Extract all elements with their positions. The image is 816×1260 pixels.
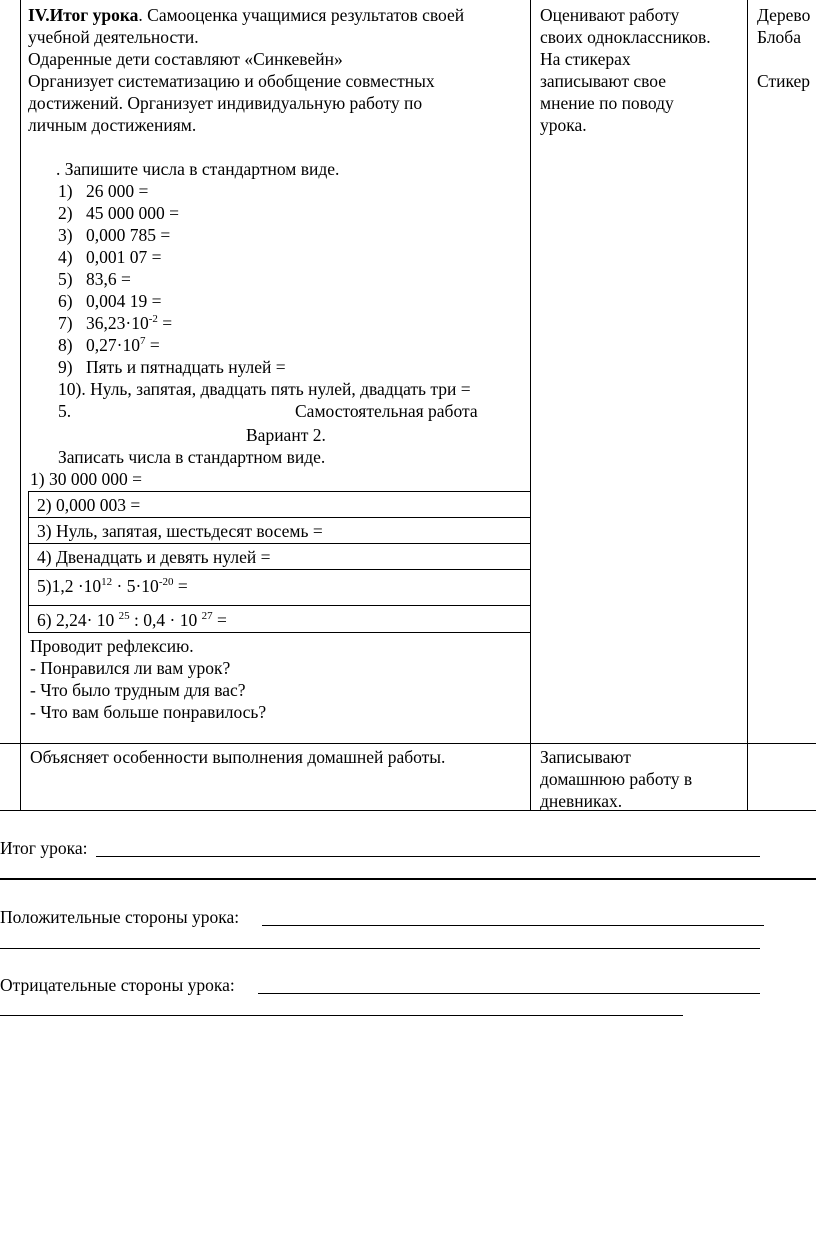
resources-cell: Дерево Блоба Стикер [757, 5, 811, 91]
heading-continuation: учебной деятельности. [28, 27, 199, 47]
reflection-title: Проводит рефлексию. [30, 636, 194, 656]
subtable-line [28, 569, 530, 570]
table-border-left [20, 0, 21, 810]
list-item: 1) 26 000 = [58, 181, 149, 201]
homework-teacher-cell: Объясняет особенности выполнения домашней работы. [30, 747, 446, 767]
personal-achievements-text: личным достижениям. [28, 115, 197, 135]
table-divider-col2 [530, 0, 531, 810]
subtask-2: 2) 0,000 003 = [37, 495, 141, 515]
positive-blank-line [262, 925, 764, 926]
section-heading-bold: IV.Итог урока [28, 5, 139, 25]
gifted-children-text: Одаренные дети составляют «Синкевейн» [28, 49, 343, 69]
list-item: 8) $0,27\cdot 10^7$ = [58, 335, 160, 355]
list-item: 3) 0,000 785 = [58, 225, 171, 245]
subtask-5: $5)1,2 \cdot 10^{12} \cdot 5\cdot 10^{-20}$ = [37, 576, 188, 596]
list-item: 9) Пять и пятнадцать нулей = [58, 357, 286, 377]
negative-blank-line-2 [0, 1015, 683, 1016]
subtable-left-border [28, 491, 29, 632]
lesson-summary-cell [28, 4, 528, 136]
positive-label: Положительные стороны урока: [0, 907, 240, 927]
subtable-line [28, 543, 530, 544]
section-heading: IV.Итог урока. Самооценка учащимися результатов своей [28, 5, 465, 25]
section-separator [0, 878, 816, 880]
table-row-divider [0, 743, 816, 744]
table-divider-col3 [747, 0, 748, 810]
task-list [58, 180, 528, 400]
list-item: 6) 0,004 19 = [58, 291, 162, 311]
variant-label: Вариант 2. [246, 425, 326, 445]
subtable-line [28, 491, 530, 492]
list-item: 7) $36,23\cdot 10^{-2}$ = [58, 313, 173, 333]
task-intro: . Запишите числа в стандартном виде. [56, 159, 340, 179]
summary-label: Итог урока: [0, 838, 88, 858]
student-activity-cell: Оценивают работу своих одноклассников. На стикерах записывают свое мнение по поводу урока. [540, 5, 711, 135]
summary-blank-line [96, 856, 760, 857]
reflection-question: - Понравился ли вам урок? [30, 658, 231, 678]
instruction-text: Записать числа в стандартном виде. [58, 447, 326, 467]
subtask-4: 4) Двенадцать и девять нулей = [37, 547, 271, 567]
subtask-1: 1) 30 000 000 = [30, 469, 142, 489]
reflection-question: - Что вам больше понравилось? [30, 702, 267, 722]
subtask-3: 3) Нуль, запятая, шестьдесят восемь = [37, 521, 323, 541]
subtable-line [28, 605, 530, 606]
reflection-block [30, 635, 528, 723]
list-item: 4) 0,001 07 = [58, 247, 162, 267]
subtask-6: 6) 2,24· 10 $^{25}$ : 0,4 · 10 $^{27}$ = [37, 610, 227, 630]
section-5-number: 5. [58, 401, 72, 421]
negative-label: Отрицательные стороны урока: [0, 975, 235, 995]
subtable-line [28, 632, 530, 633]
homework-student-cell: Записывают домашнюю работу в дневниках. [540, 747, 693, 811]
positive-blank-line-2 [0, 948, 760, 949]
systematization-text: Организует систематизацию и обобщение совместных [28, 71, 435, 91]
individual-work-text: достижений. Организует индивидуальную работу по [28, 93, 423, 113]
negative-blank-line [258, 993, 760, 994]
list-item: 10). Нуль, запятая, двадцать пять нулей, двадцать три = [58, 379, 471, 399]
section-5-title: Самостоятельная работа [295, 401, 478, 421]
list-item: 2) 45 000 000 = [58, 203, 179, 223]
reflection-question: - Что было трудным для вас? [30, 680, 246, 700]
subtable-line [28, 517, 530, 518]
list-item: 5) 83,6 = [58, 269, 131, 289]
